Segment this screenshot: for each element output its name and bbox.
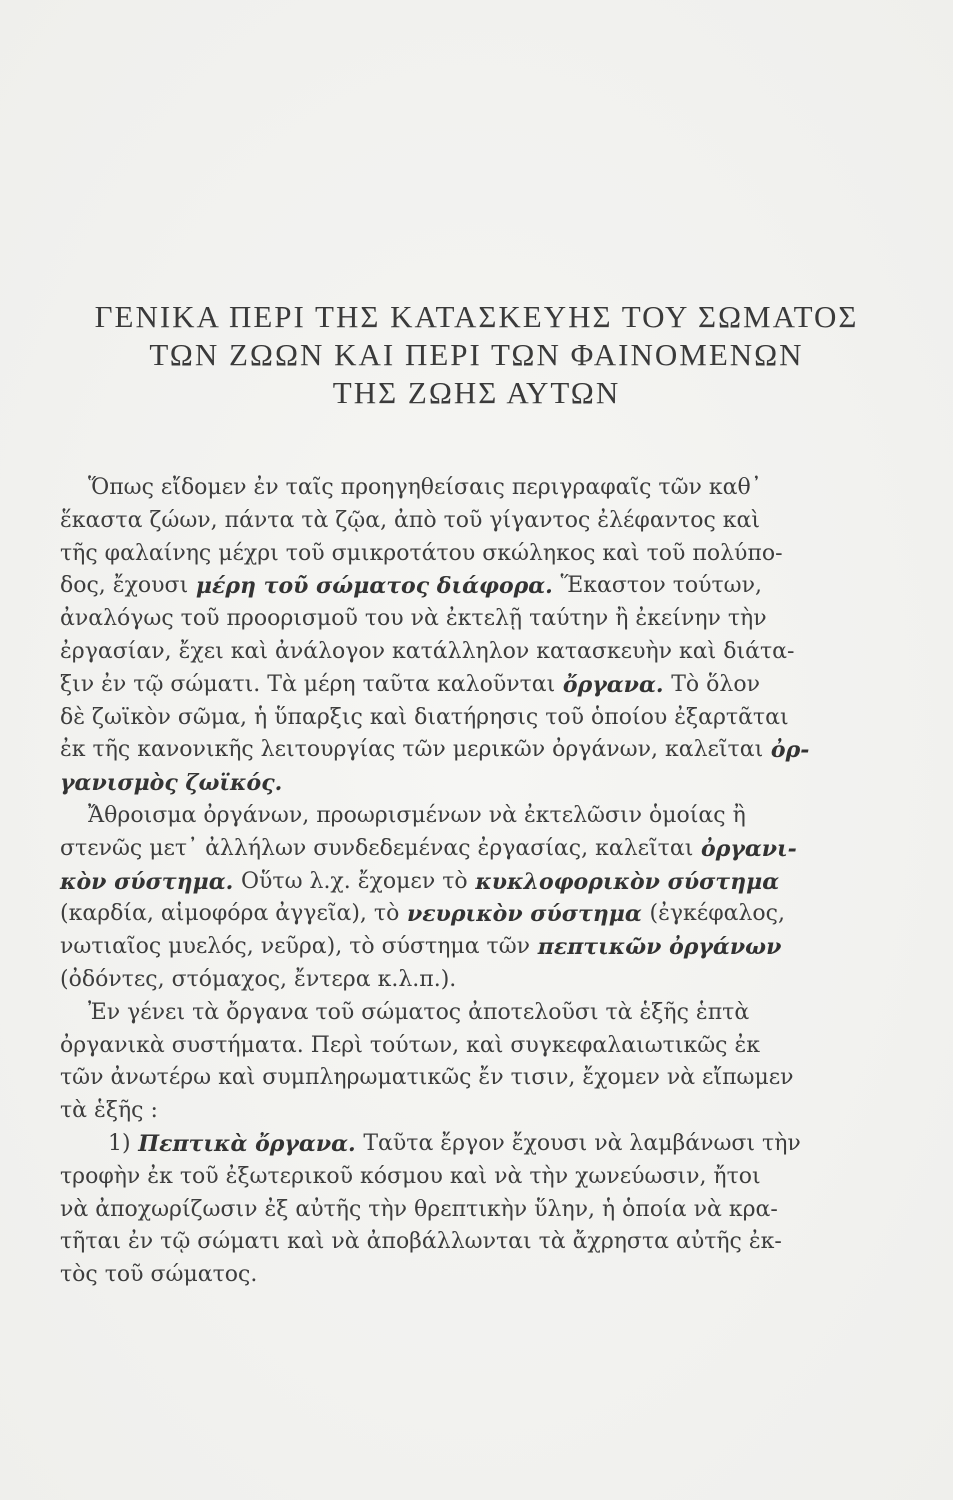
- text-span: (καρδία, αἱμοφόρα ἀγγεῖα), τὸ: [60, 901, 400, 927]
- text-line: [60, 1095, 846, 1128]
- text-span: Τὸ ὅλον: [671, 671, 760, 697]
- text-line: [60, 472, 846, 505]
- title-line-3: ΤΗΣ ΖΩΗΣ ΑΥΤΩΝ: [332, 375, 621, 410]
- emphasis-term: μέρη τοῦ σώματος διάφορα.: [195, 573, 553, 600]
- emphasis-term: γανισμὸς ζωϊκός.: [60, 770, 283, 797]
- text-span: στενῶς μετ᾽ ἀλλήλων συνδεδεμένας ἐργασίας, καλεῖται: [60, 835, 694, 861]
- emphasis-term: πεπτικῶν ὀργάνων: [537, 934, 782, 961]
- text-span: δὲ ζωϊκὸν σῶμα, ἡ ὕπαρξις καὶ διατήρησις τοῦ ὁποίου ἐξαρτᾶται: [60, 704, 789, 730]
- text-line: [60, 538, 846, 571]
- text-line: [60, 1259, 846, 1292]
- text-span: (ἐγκέφαλος,: [649, 901, 785, 927]
- text-line: [60, 1030, 846, 1063]
- emphasis-term: ὀργανι-: [701, 835, 797, 862]
- text-span: ἐκ τῆς κανονικῆς λειτουργίας τῶν μερικῶν ὀργάνων, καλεῖται: [60, 737, 764, 763]
- title-line-1: ΓΕΝΙΚΑ ΠΕΡΙ ΤΗΣ ΚΑΤΑΣΚΕΥΗΣ ΤΟΥ ΣΩΜΑΤΟΣ: [94, 299, 859, 334]
- text-span: τροφὴν ἐκ τοῦ ἐξωτερικοῦ κόσμου καὶ νὰ τὴν χωνεύωσιν, ἤτοι: [60, 1163, 761, 1189]
- text-line: [60, 636, 846, 669]
- emphasis-term: ὀρ-: [770, 737, 810, 764]
- text-span: νὰ ἀποχωρίζωσιν ἐξ αὐτῆς τὴν θρεπτικὴν ὕλην, ἡ ὁποία νὰ κρα-: [60, 1196, 778, 1222]
- emphasis-term: κὸν σύστημα.: [60, 868, 234, 895]
- text-span: ἕκαστα ζώων, πάντα τὰ ζῷα, ἀπὸ τοῦ γίγαντος ἐλέφαντος καὶ: [60, 507, 761, 533]
- body-text: [60, 472, 846, 1292]
- text-line: [60, 997, 846, 1030]
- emphasis-term: ὄργανα.: [562, 671, 664, 698]
- text-line: [60, 767, 846, 800]
- chapter-title: [30, 298, 923, 412]
- emphasis-term: κυκλοφορικὸν σύστημα: [475, 868, 780, 895]
- text-line: [60, 1194, 846, 1227]
- text-line: [60, 1226, 846, 1259]
- text-line: [60, 1128, 846, 1161]
- text-span: Ὅπως εἴδομεν ἐν ταῖς προηγηθείσαις περιγραφαῖς τῶν καθ᾽: [88, 475, 762, 500]
- text-line: [60, 898, 846, 931]
- title-line-2: ΤΩΝ ΖΩΩΝ ΚΑΙ ΠΕΡΙ ΤΩΝ ΦΑΙΝΟΜΕΝΩΝ: [149, 337, 804, 372]
- text-span: τῶν ἀνωτέρω καὶ συμπληρωματικῶς ἔν τισιν, ἔχομεν νὰ εἴπωμεν: [60, 1065, 794, 1091]
- text-line: [60, 505, 846, 538]
- text-line: [60, 833, 846, 866]
- emphasis-term: νευρικὸν σύστημα: [407, 901, 642, 928]
- text-span: δος, ἔχουσι: [60, 573, 189, 599]
- text-span: τῆς φαλαίνης μέχρι τοῦ σμικροτάτου σκώληκος καὶ τοῦ πολύπο-: [60, 540, 783, 566]
- text-span: τὸς τοῦ σώματος.: [60, 1262, 258, 1288]
- list-number: 1): [108, 1130, 131, 1156]
- text-span: Οὕτω λ.χ. ἔχομεν τὸ: [240, 868, 468, 894]
- text-line: [60, 734, 846, 767]
- text-span: τὰ ἑξῆς :: [60, 1098, 158, 1124]
- text-line: [60, 1161, 846, 1194]
- text-span: Ἐν γένει τὰ ὄργανα τοῦ σώματος ἀποτελοῦσι τὰ ἑξῆς ἑπτὰ: [88, 999, 750, 1025]
- text-line: [60, 800, 846, 833]
- text-span: Ἄθροισμα ὀργάνων, προωρισμένων νὰ ἐκτελῶσιν ὁμοίας ἢ: [88, 802, 746, 828]
- text-span: Ἕκαστον τούτων,: [560, 573, 762, 599]
- text-span: Ταῦτα ἔργον ἔχουσι νὰ λαμβάνωσι τὴν: [363, 1130, 801, 1156]
- emphasis-term: Πεπτικὰ ὄργανα.: [138, 1130, 356, 1157]
- text-span: ὀργανικὰ συστήματα. Περὶ τούτων, καὶ συγκεφαλαιωτικῶς ἐκ: [60, 1032, 761, 1058]
- text-line: [60, 702, 846, 735]
- text-span: (ὀδόντες, στόμαχος, ἔντερα κ.λ.π.).: [60, 966, 457, 992]
- text-span: ἐργασίαν, ἔχει καὶ ἀνάλογον κατάλληλον κατασκευὴν καὶ διάτα-: [60, 638, 795, 664]
- text-span: τῆται ἐν τῷ σώματι καὶ νὰ ἀποβάλλωνται τὰ ἄχρηστα αὐτῆς ἐκ-: [60, 1229, 782, 1255]
- text-line: [60, 570, 846, 603]
- text-line: [60, 866, 846, 899]
- text-span: ξιν ἐν τῷ σώματι. Τὰ μέρη ταῦτα καλοῦνται: [60, 671, 556, 697]
- text-span: νωτιαῖος μυελός, νεῦρα), τὸ σύστημα τῶν: [60, 934, 531, 960]
- text-line: [60, 964, 846, 997]
- text-line: [60, 1062, 846, 1095]
- text-span: ἀναλόγως τοῦ προορισμοῦ του νὰ ἐκτελῇ ταύτην ἢ ἐκείνην τὴν: [60, 606, 767, 632]
- text-line: [60, 603, 846, 636]
- text-line: [60, 669, 846, 702]
- text-line: [60, 931, 846, 964]
